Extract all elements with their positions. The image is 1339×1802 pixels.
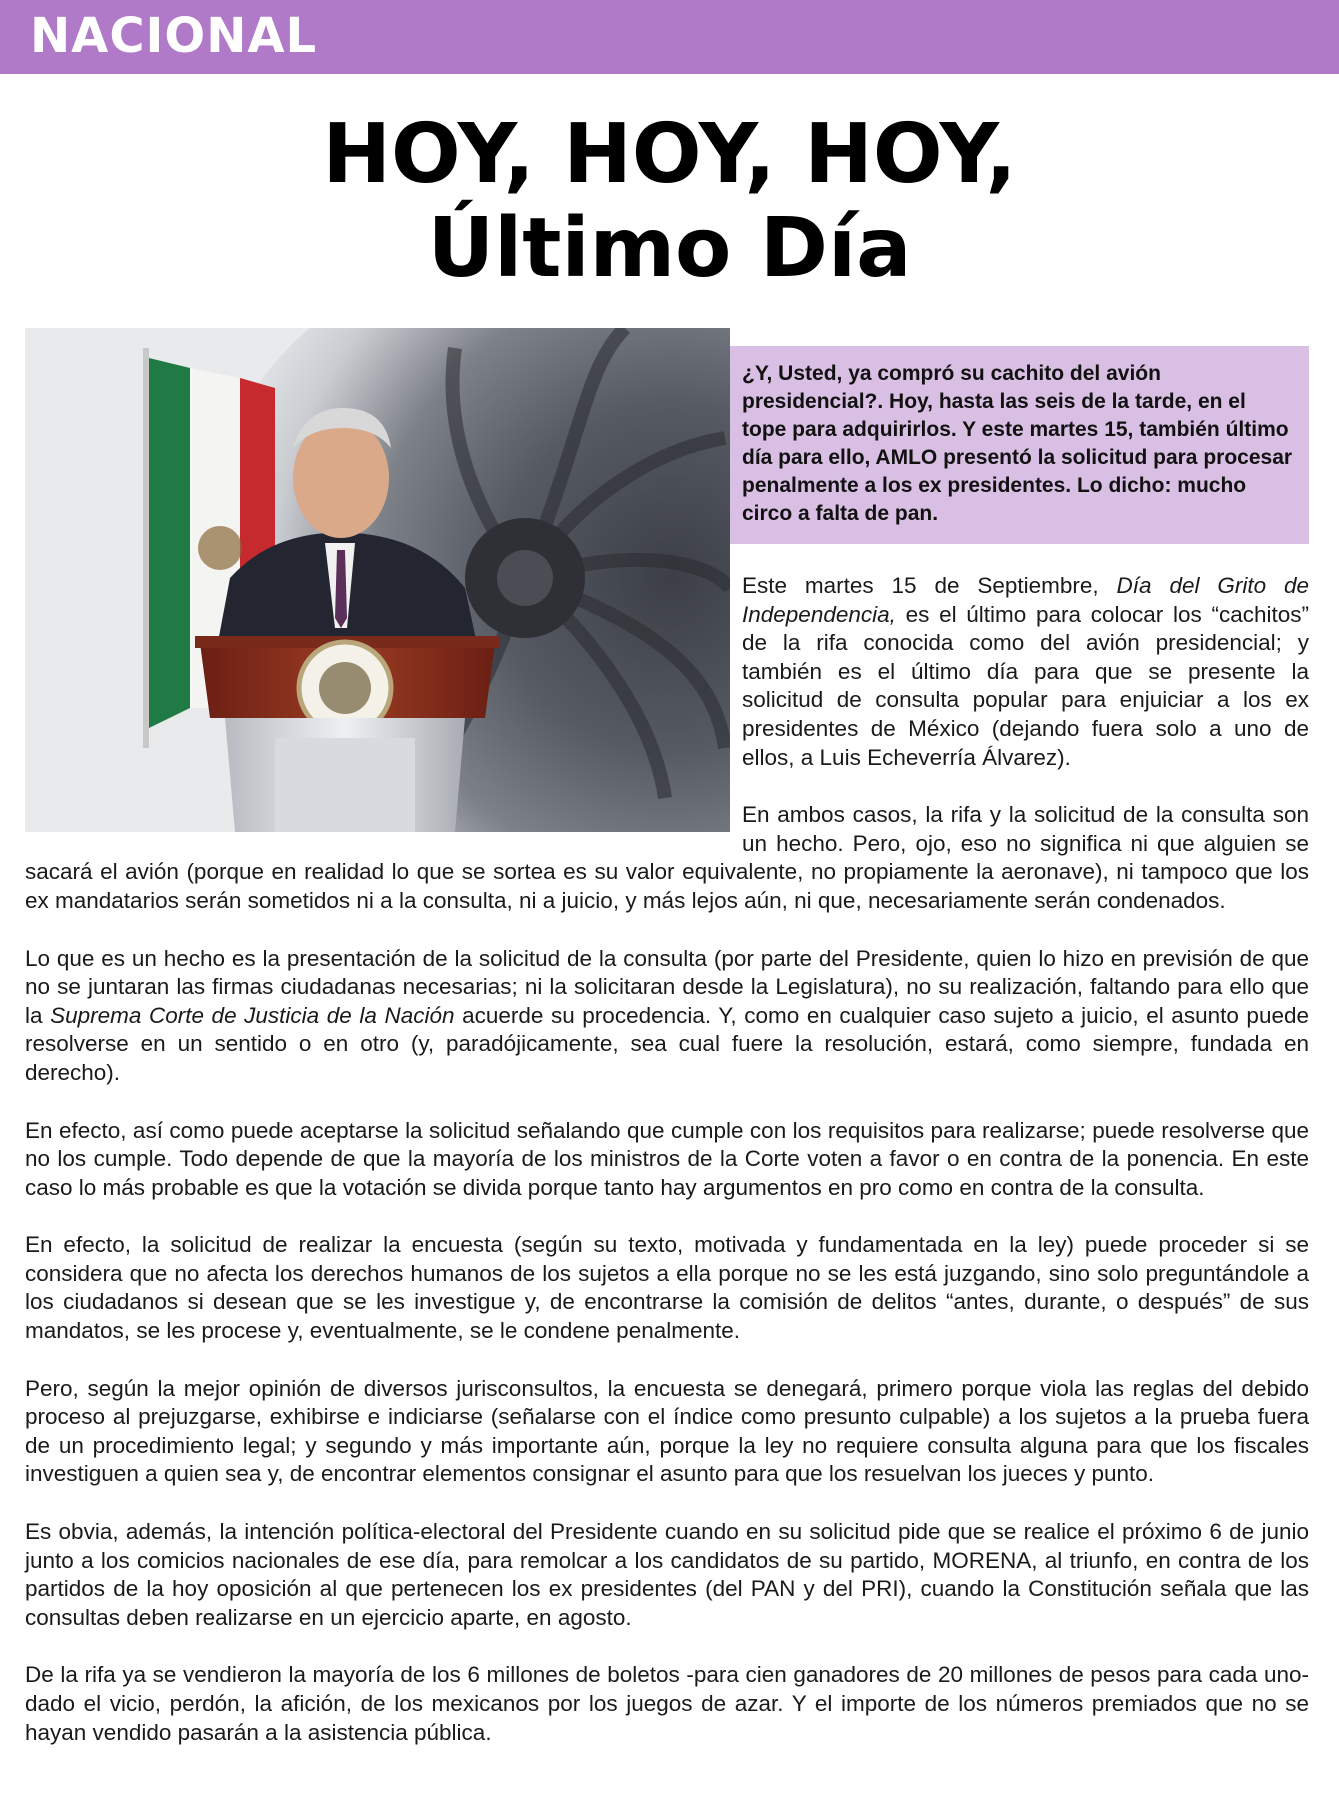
paragraph-3-part-a: Lo que es un hecho es la presentación de la solicitud de la consulta (por parte del Presidente, quien lo hizo en previsión de que no se juntaran las firmas ciudadanas necesarias; ni la solicitaran desde la Legislatura), no su realización, faltando para ello que la [25,945,1309,1028]
paragraph-3 [25,945,1309,1088]
paragraph-1-italic: Día del Grito de Independencia, [742,573,1310,627]
article-body [25,328,1309,1776]
headline [0,108,1339,297]
paragraph-7: Es obvia, además, la intención política-electoral del Presidente cuando en su solicitud pide que se realice el próximo 6 de junio junto a los comicios nacionales de ese día, para remolcar a los candidatos de su partido, MORENA, al triunfo, en contra de los partidos de la hoy oposición al que pertenecen los ex presidentes (del PAN y del PRI), cuando la Constitución señala que las consultas deben realizarse en un ejercicio aparte, en agosto. [25,1519,1309,1630]
lede-box: ¿Y, Usted, ya compró su cachito del avión presidencial?. Hoy, hasta las seis de la tarde, en el tope para adquirirlos. Y este martes 15, también último día para ello, AMLO presentó la solicitud para procesar penalmente a los ex presidentes. Lo dicho: mucho circo a falta de pan. [25,346,1309,544]
paragraph-1-part-a: Este martes 15 de Septiembre, [742,573,1117,598]
photo-illustration [25,328,730,832]
section-label: NACIONAL [30,8,318,64]
section-header-bar [0,0,1339,74]
headline-line-1: HOY, HOY, HOY, [322,107,1017,202]
paragraph-8: De la rifa ya se vendieron la mayoría de los 6 millones de boletos -para cien ganadores de 20 millones de pesos para cada uno- dado el vicio, perdón, la afición, de los mexicanos por los juegos de azar. Y el importe de los números premiados que no se hayan vendido pasarán a la asistencia pública. [25,1662,1309,1745]
president-photo [25,328,730,832]
paragraph-2: En ambos casos, la rifa y la solicitud de la consulta son un hecho. Pero, ojo, eso no significa ni que alguien se sacará el avión (porque en realidad lo que se sortea es su valor equivalente, no propiamente la aeronave), ni tampoco que los ex mandatarios serán sometidos ni a la consulta, ni a juicio, y más lejos aún, ni que, necesariamente serán condenados. [25,802,1309,913]
headline-line-2: Último Día [427,201,912,297]
paragraph-4: En efecto, así como puede aceptarse la solicitud señalando que cumple con los requisitos para realizarse; puede resolverse que no los cumple. Todo depende de que la mayoría de los ministros de la Corte voten a favor o en contra de la ponencia. En este caso lo más probable es que la votación se divida porque tanto hay argumentos en pro como en contra de la consulta. [25,1117,1309,1200]
paragraph-5: En efecto, la solicitud de realizar la encuesta (según su texto, motivada y fundamentada en la ley) puede proceder si se considera que no afecta los derechos humanos de los sujetos a ella porque no se les está juzgando, sino solo preguntándole a los ciudadanos si desean que se les investigue y, de encontrarse la comisión de delitos “antes, durante, o después” de sus mandatos, se les procese y, eventualmente, se le condene penalmente. [25,1232,1309,1344]
paragraph-6: Pero, según la mejor opinión de diversos jurisconsultos, la encuesta se denegará, primero porque viola las reglas del debido proceso al prejuzgarse, exhibirse e indiciarse (señalarse con el índice como presunto culpable) a los sujetos a la prueba fuera de un procedimiento legal; y segundo y más importante aún, porque la ley no requiere consulta alguna para que los fiscales investiguen a quien sea y, de encontrar elementos consignar el asunto para que los resuelvan los jueces y punto. [25,1375,1309,1487]
paragraph-3-part-b: acuerde su procedencia. Y, como en cualquier caso sujeto a juicio, el asunto puede resolverse en un sentido o en otro (y, paradójicamente, sea cual fuere la resolución, estará, como siempre, fundada en derecho). [25,1002,1310,1085]
paragraph-3-italic: Suprema Corte de Justicia de la Nación [50,1002,455,1028]
paragraph-1-part-b: es el último para colocar los “cachitos” de la rifa conocida como del avión presidencial; y también es el último día para que se presente la solicitud de consulta popular para enjuiciar a los ex presidentes de México (dejando fuera solo a uno de ellos, a Luis Echeverría Álvarez). [742,601,1309,770]
